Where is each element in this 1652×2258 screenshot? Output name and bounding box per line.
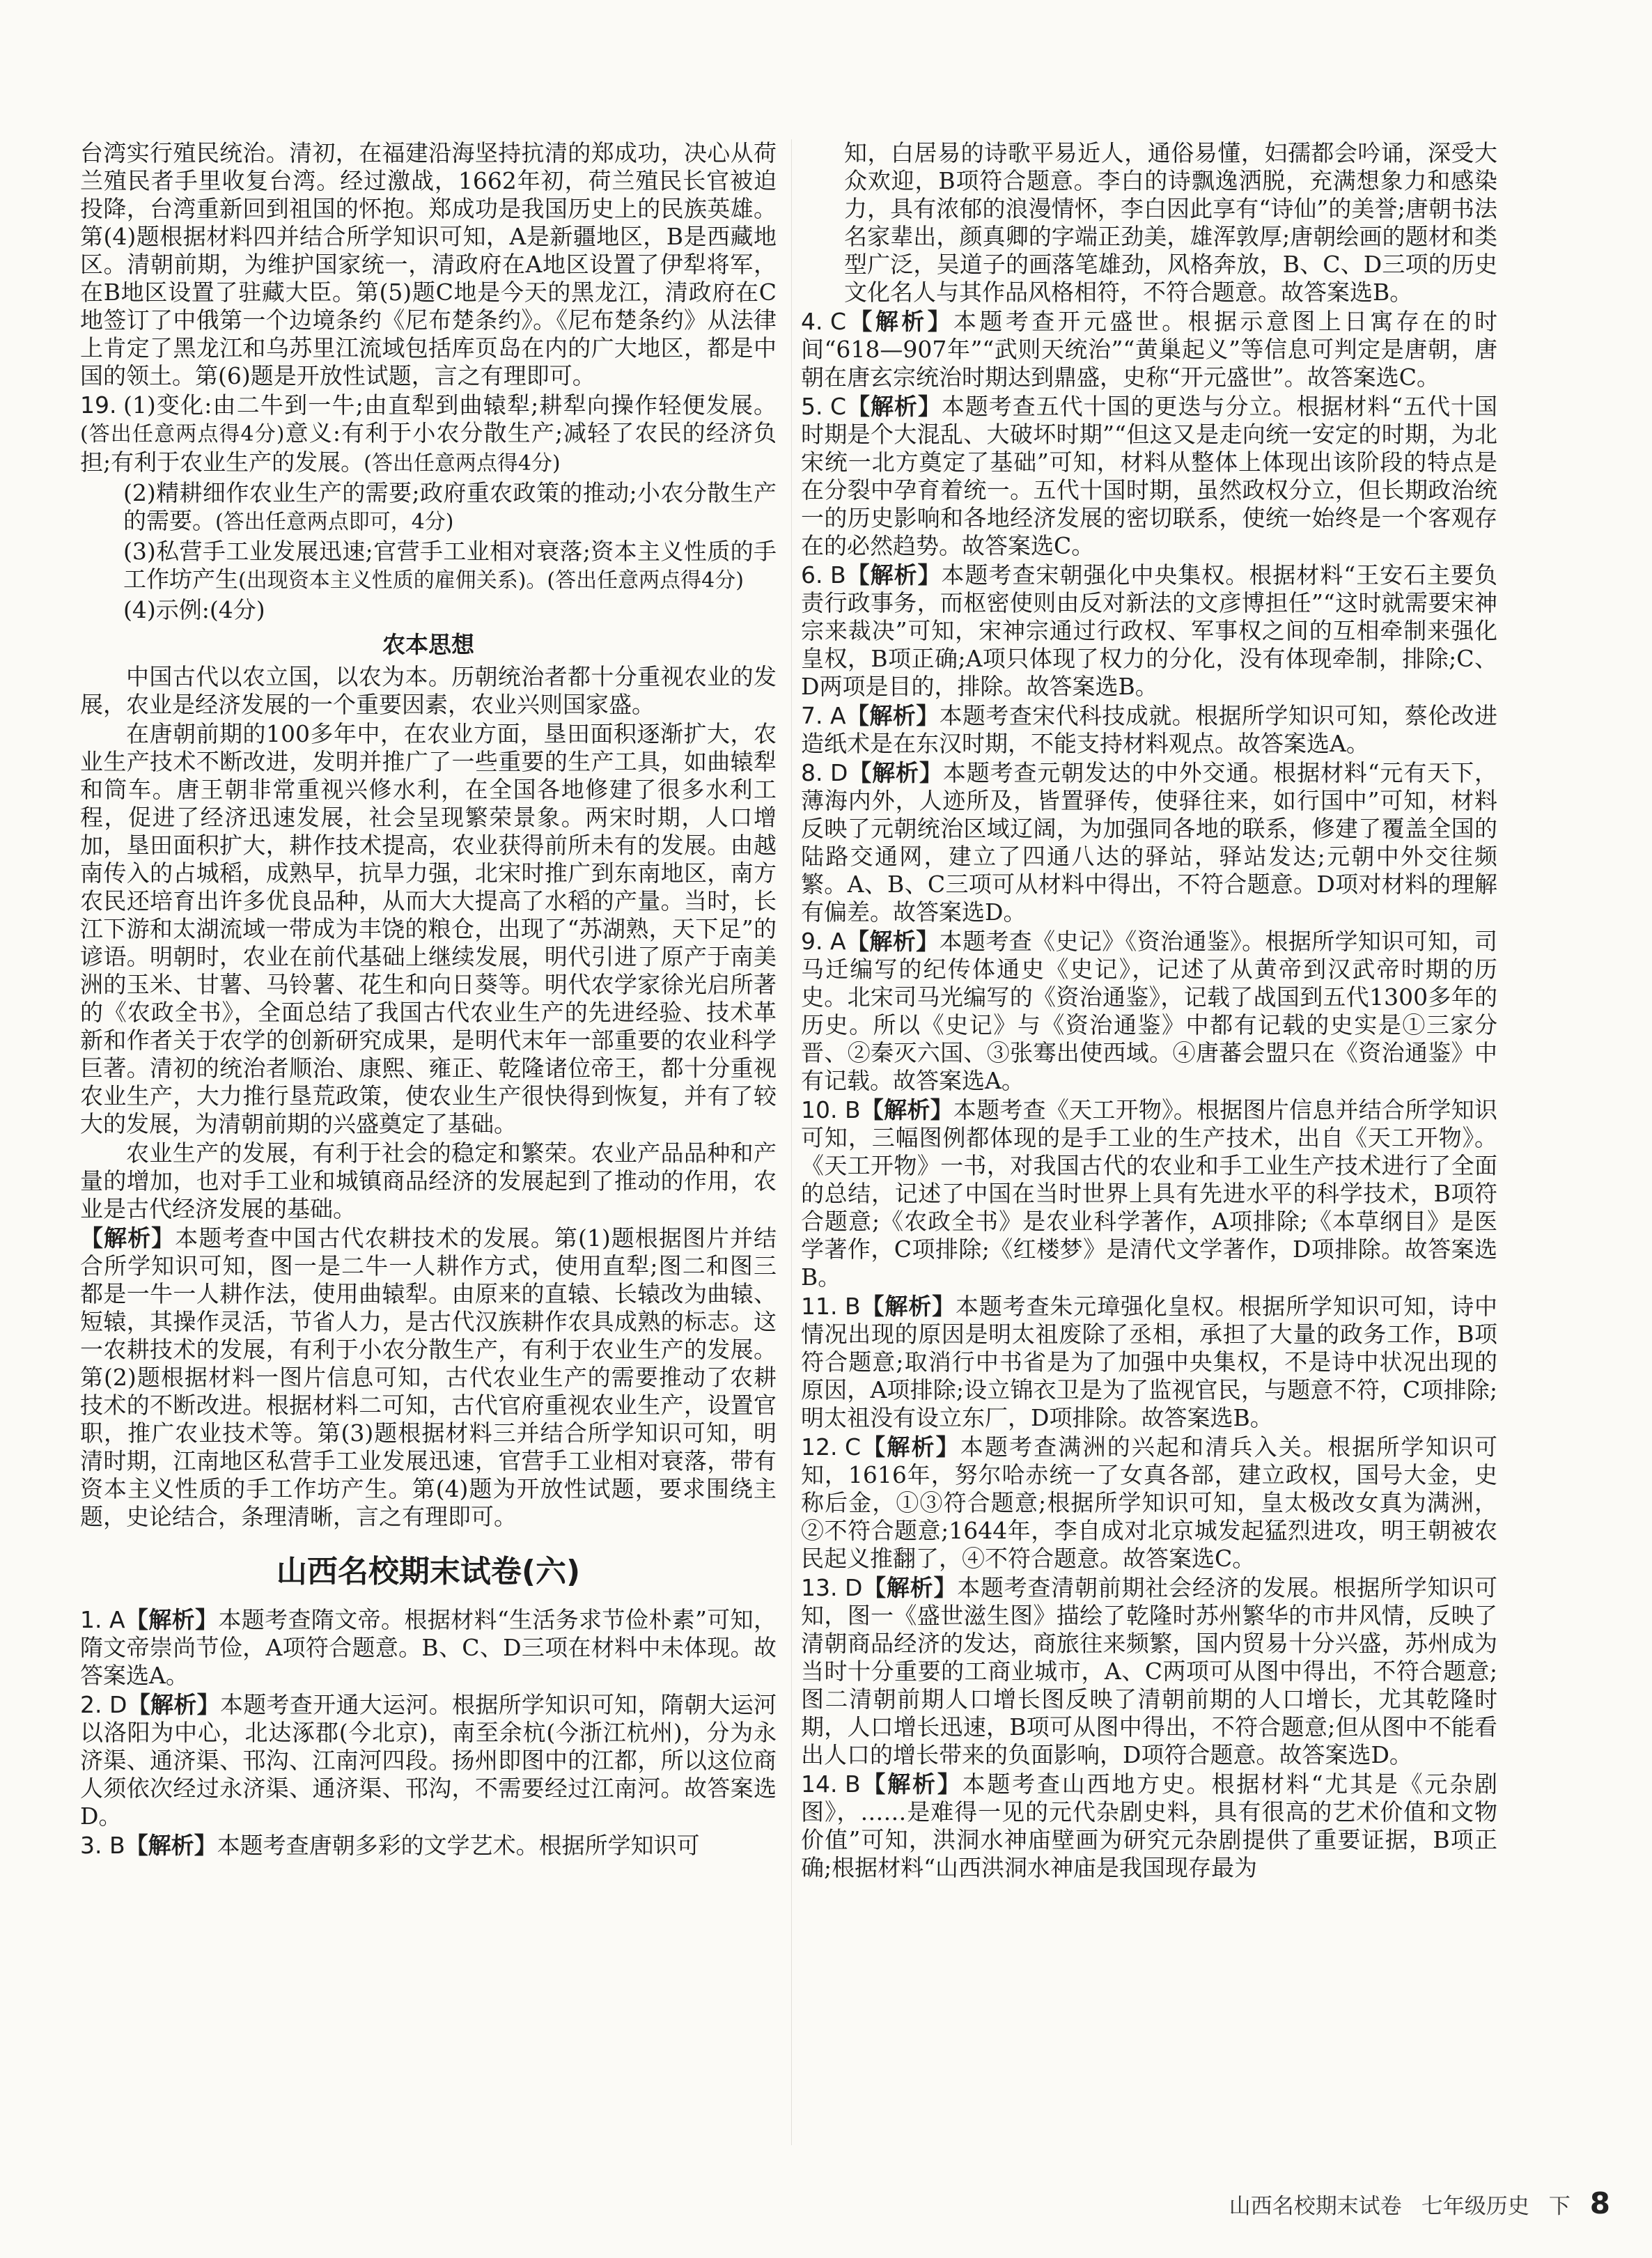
essay-paragraph: 农业生产的发展，有利于社会的稳定和繁荣。农业产品品种和产量的增加，也对手工业和城镇商品经济的发展起到了推动的作用，农业是古代经济发展的基础。 [80, 1139, 777, 1222]
analysis-label: 【解析】 [125, 1606, 219, 1633]
answer-number: 4. C [801, 308, 847, 335]
analysis-label: 【解析】 [860, 1096, 953, 1123]
answer-number: 3. B [80, 1832, 125, 1859]
answer-item [801, 928, 1497, 1095]
answer-number: 1. A [80, 1606, 125, 1633]
q19-part1: (1)变化:由二牛到一牛;由直犁到曲辕犁;耕犁向操作轻便发展。 [123, 391, 777, 419]
answer-text: 本题考查唐朝多彩的文学艺术。根据所学知识可 [217, 1832, 700, 1859]
answer-number: 2. D [80, 1691, 127, 1718]
answer-item [801, 1293, 1497, 1432]
answer-text: 本题考查朱元璋强化皇权。根据所学知识可知，诗中情况出现的原因是明太祖废除了丞相，承担了大量的政务工作，B项符合题意;取消行中书省是为了加强中央集权，不是诗中状况出现的原因，A项排除;设立锦衣卫是为了监视官民，与题意不符，C项排除;明太祖没有设立东厂，D项排除。故答案选B。 [801, 1293, 1498, 1431]
answer-number: 9. A [801, 928, 846, 955]
analysis-label: 【解析】 [846, 702, 940, 729]
question-19 [80, 391, 777, 624]
answer-text: 本题考查开元盛世。根据示意图上日寓存在的时间“618—907年”“武则天统治”“黄巢起义”等信息可判定是唐朝，唐朝在唐玄宗统治时期达到鼎盛，史称“开元盛世”。故答案选C。 [801, 308, 1498, 391]
answer-item [801, 308, 1497, 391]
essay-title: 农本思想 [382, 631, 474, 658]
analysis-label: 【解析】 [846, 393, 942, 420]
answer-text: 本题考查《史记》《资治通鉴》。根据所学知识可知，司马迁编写的纪传体通史《史记》，记述了从黄帝到汉武帝时期的历史。北宋司马光编写的《资治通鉴》，记载了战国到五代1300多年的历史。所以《史记》与《资治通鉴》中都有记载的史实是①三家分晋、②秦灭六国、③张骞出使西域。④唐蕃会盟只在《资治通鉴》中有记载。故答案选A。 [801, 928, 1498, 1094]
page-number: 8 [1589, 2186, 1610, 2220]
answer-item [80, 1832, 777, 1860]
q19-part3: (3)私营手工业发展迅速;官营手工业相对衰落;资本主义性质的手工作坊产生 [123, 538, 777, 593]
answer-item [80, 1606, 777, 1690]
answer-text: 本题考查满洲的兴起和清兵入关。根据所学知识可知，1616年，努尔哈赤统一了女真各部，建立政权，国号大金，史称后金，①③符合题意;根据所学知识可知，皇太极改女真为满洲，②不符合题意;1644年，李自成对北京城发起猛烈进攻，明王朝被农民起义推翻了，④不符合题意。故答案选C。 [801, 1433, 1498, 1572]
right-column [801, 139, 1497, 1883]
answer-text: 本题考查五代十国的更迭与分立。根据材料“五代十国时期是个大混乱、大破坏时期”“但这又是走向统一安定的时期，为北宋统一北方奠定了基础”可知，材料从整体上体现出该阶段的特点是在分裂中孕育着统一。五代十国时期，虽然政权分立，但长期政治统一的历史影响和各地经济发展的密切联系，使统一始终是一个客观存在的必然趋势。故答案选C。 [801, 393, 1498, 559]
essay-paragraph: 在唐朝前期的100多年中，在农业方面，垦田面积逐渐扩大，农业生产技术不断改进，发明并推广了一些重要的生产工具，如曲辕犁和筒车。唐王朝非常重视兴修水利，在全国各地修建了很多水利工程，促进了经济迅速发展，社会呈现繁荣景象。两宋时期，人口增加，垦田面积扩大，耕作技术提高，农业获得前所未有的发展。由越南传入的占城稻，成熟早，抗旱力强，北宋时推广到东南地区，南方农民还培育出许多优良品种，从而大大提高了水稻的产量。当时，长江下游和太湖流域一带成为丰饶的粮仓，出现了“苏湖熟，天下足”的谚语。明朝时，农业在前代基础上继续发展，明代引进了原产于南美洲的玉米、甘薯、马铃薯、花生和向日葵等。明代农学家徐光启所著的《农政全书》，全面总结了我国古代农业生产的先进经验、技术革新和作者关于农学的创新研究成果，是明代末年一部重要的农业科学巨著。清初的统治者顺治、康熙、雍正、乾隆诸位帝王，都十分重视农业生产，大力推行垦荒政策，使农业生产很快得到恢复，并有了较大的发展，为清朝前期的兴盛奠定了基础。 [80, 720, 777, 1137]
answer-number: 7. A [801, 702, 846, 729]
answer-text: 本题考查清朝前期社会经济的发展。根据所学知识可知，图一《盛世滋生图》描绘了乾隆时苏州繁华的市井风情，反映了清朝商品经济的发达，商旅往来频繁，国内贸易十分兴盛，苏州成为当时十分重要的工商业城市，A、C两项可从图中得出，不符合题意;图二清朝前期人口增长图反映了清朝前期的人口增长，尤其乾隆时期，人口增长迅速，B项可从图中得出，不符合题意;但从图中不能看出人口的增长带来的负面影响，D项符合题意。故答案选D。 [801, 1574, 1498, 1768]
answer-text: 本题考查开通大运河。根据所学知识可知，隋朝大运河以洛阳为中心，北达涿郡(今北京)，南至余杭(今浙江杭州)，分为永济渠、通济渠、邗沟、江南河四段。扬州即图中的江都，所以这位商人须依次经过永济渠、通济渠、邗沟，不需要经过江南河。故答案选D。 [80, 1691, 777, 1830]
q19-part1-note: (答出任意两点得4分) [80, 422, 285, 446]
question-number: 19. [80, 391, 117, 419]
answer-text: 本题考查元朝发达的中外交通。根据材料“元有天下，薄海内外，人迹所及，皆置驿传，使驿往来，如行国中”可知，材料反映了元朝统治区域辽阔，为加强同各地的联系，修建了覆盖全国的陆路交通网，建立了四通八达的驿站，驿站发达;元朝中外交往频繁。A、B、C三项可从材料中得出，不符合题意。D项对材料的理解有偏差。故答案选D。 [801, 759, 1498, 926]
answer-item [801, 702, 1497, 758]
sample-essay [80, 631, 777, 1223]
answer-item [801, 1574, 1497, 1769]
analysis-label: 【解析】 [848, 759, 943, 786]
analysis-label: 【解析】 [846, 928, 940, 955]
analysis-label: 【解析】 [846, 561, 942, 589]
q19-part1-b-note: (答出任意两点得4分) [364, 451, 561, 476]
answer-number: 11. B [801, 1293, 861, 1320]
analysis-label: 【解析】 [860, 1770, 963, 1798]
page-footer [1229, 2186, 1610, 2220]
q19-part1-b: 意义:有利于小农分散生产;减轻了农民的经济负担;有利于农业生产的发展。 [80, 419, 777, 476]
footer-grade-subject: 七年级历史 [1421, 2194, 1529, 2219]
analysis-paragraph [80, 1224, 777, 1531]
answer-text: 本题考查宋朝强化中央集权。根据材料“王安石主要负责行政事务，而枢密使则由反对新法的文彦博担任”“这时就需要宋神宗来裁决”可知，宋神宗通过行政权、军事权之间的互相牵制来强化皇权，B项正确;A项只体现了权力的分化，没有体现牵制，排除;C、D两项是目的，排除。故答案选B。 [801, 561, 1498, 700]
answer-item [801, 1770, 1497, 1882]
answer-number: 6. B [801, 561, 846, 589]
q19-part4: (4)示例:(4分) [123, 596, 265, 623]
left-column [80, 139, 777, 1861]
answer-number: 5. C [801, 393, 847, 420]
continued-paragraph: 知，白居易的诗歌平易近人，通俗易懂，妇孺都会吟诵，深受大众欢迎，B项符合题意。李白的诗飘逸洒脱，充满想象力和感染力，具有浓郁的浪漫情怀，李白因此享有“诗仙”的美誉;唐朝书法名家辈出，颜真卿的字端正劲美，雄浑敦厚;唐朝绘画的题材和类型广泛，吴道子的画落笔雄劲，风格奔放，B、C、D三项的历史文化名人与其作品风格相符，不符合题意。故答案选B。 [844, 139, 1497, 306]
analysis-label: 【解析】 [862, 1574, 958, 1601]
analysis-label: 【解析】 [846, 308, 954, 335]
footer-volume: 下 [1548, 2194, 1571, 2219]
answer-item [801, 561, 1497, 701]
answer-text: 本题考查隋文帝。根据材料“生活务求节俭朴素”可知，隋文帝崇尚节俭，A项符合题意。B、C、D三项在材料中未体现。故答案选A。 [80, 1606, 777, 1689]
q19-part2-note: (答出任意两点即可，4分) [215, 510, 454, 534]
footer-series: 山西名校期末试卷 [1229, 2194, 1402, 2219]
answer-number: 13. D [801, 1574, 863, 1601]
answer-item [801, 759, 1497, 926]
analysis-label: 【解析】 [127, 1691, 220, 1718]
answer-list-left [80, 1606, 777, 1860]
section-title: 山西名校期末试卷(六) [276, 1554, 581, 1589]
answer-list-right [801, 308, 1497, 1882]
answer-text: 本题考查山西地方史。根据材料“尤其是《元杂剧图》，……是难得一见的元代杂剧史料，具有很高的艺术价值和文物价值”可知，洪洞水神庙壁画为研究元杂剧提供了重要证据，B项正确;根据材料“山西洪洞水神庙是我国现存最为 [801, 1770, 1498, 1881]
answer-item [801, 1096, 1497, 1291]
answer-item [801, 393, 1497, 560]
q19-part3-note: (出现资本主义性质的雇佣关系)。(答出任意两点得4分) [238, 568, 744, 593]
answer-number: 8. D [801, 759, 848, 786]
analysis-label: 【解析】 [80, 1224, 176, 1252]
answer-item [801, 1433, 1497, 1573]
column-divider [791, 139, 792, 2145]
answer-number: 12. C [801, 1433, 862, 1461]
answer-text: 本题考查宋代科技成就。根据所学知识可知，蔡伦改进造纸术是在东汉时期，不能支持材料观点。故答案选A。 [801, 702, 1498, 757]
continued-paragraph: 台湾实行殖民统治。清初，在福建沿海坚持抗清的郑成功，决心从荷兰殖民者手里收复台湾。经过激战，1662年初，荷兰殖民长官被迫投降，台湾重新回到祖国的怀抱。郑成功是我国历史上的民族英雄。第(4)题根据材料四并结合所学知识可知，A是新疆地区，B是西藏地区。清朝前期，为维护国家统一，清政府在A地区设置了伊犁将军，在B地区设置了驻藏大臣。第(5)题C地是今天的黑龙江，清政府在C地签订了中俄第一个边境条约《尼布楚条约》。《尼布楚条约》从法律上肯定了黑龙江和乌苏里江流域包括库页岛在内的广大地区，都是中国的领土。第(6)题是开放性试题，言之有理即可。 [80, 139, 777, 389]
answer-number: 10. B [801, 1096, 861, 1123]
essay-paragraph: 中国古代以农立国，以农为本。历朝统治者都十分重视农业的发展，农业是经济发展的一个重要因素，农业兴则国家盛。 [80, 663, 777, 718]
answer-text: 本题考查《天工开物》。根据图片信息并结合所学知识可知，三幅图例都体现的是手工业的生产技术，出自《天工开物》。《天工开物》一书，对我国古代的农业和手工业生产技术进行了全面的总结，记述了中国在当时世界上具有先进水平的科学技术，B项符合题意;《农政全书》是农业科学著作，A项排除;《本草纲目》是医学著作，C项排除;《红楼梦》是清代文学著作，D项排除。故答案选B。 [801, 1096, 1498, 1291]
analysis-label: 【解析】 [125, 1832, 217, 1859]
analysis-label: 【解析】 [860, 1293, 956, 1320]
answer-item [80, 1691, 777, 1830]
q19-part2: (2)精耕细作农业生产的需要;政府重农政策的推动;小农分散生产的需要。 [123, 479, 777, 534]
analysis-text: 本题考查中国古代农耕技术的发展。第(1)题根据图片并结合所学知识可知，图一是二牛一人耕作方式，使用直犁;图二和图三都是一牛一人耕作法，使用曲辕犁。由原来的直辕、长辕改为曲辕、短辕，其操作灵活，节省人力，是古代汉族耕作农具成熟的标志。这一农耕技术的发展，有利于小农分散生产，有利于农业生产的发展。第(2)题根据材料一图片信息可知，古代农业生产的需要推动了农耕技术的不断改进。根据材料二可知，古代官府重视农业生产，设置官职，推广农业技术等。第(3)题根据材料三并结合所学知识可知，明清时期，江南地区私营手工业发展迅速，官营手工业相对衰落，带有资本主义性质的手工作坊产生。第(4)题为开放性试题，要求围绕主题，史论结合，条理清晰，言之有理即可。 [80, 1224, 777, 1530]
answer-number: 14. B [801, 1770, 861, 1798]
analysis-label: 【解析】 [861, 1433, 960, 1461]
